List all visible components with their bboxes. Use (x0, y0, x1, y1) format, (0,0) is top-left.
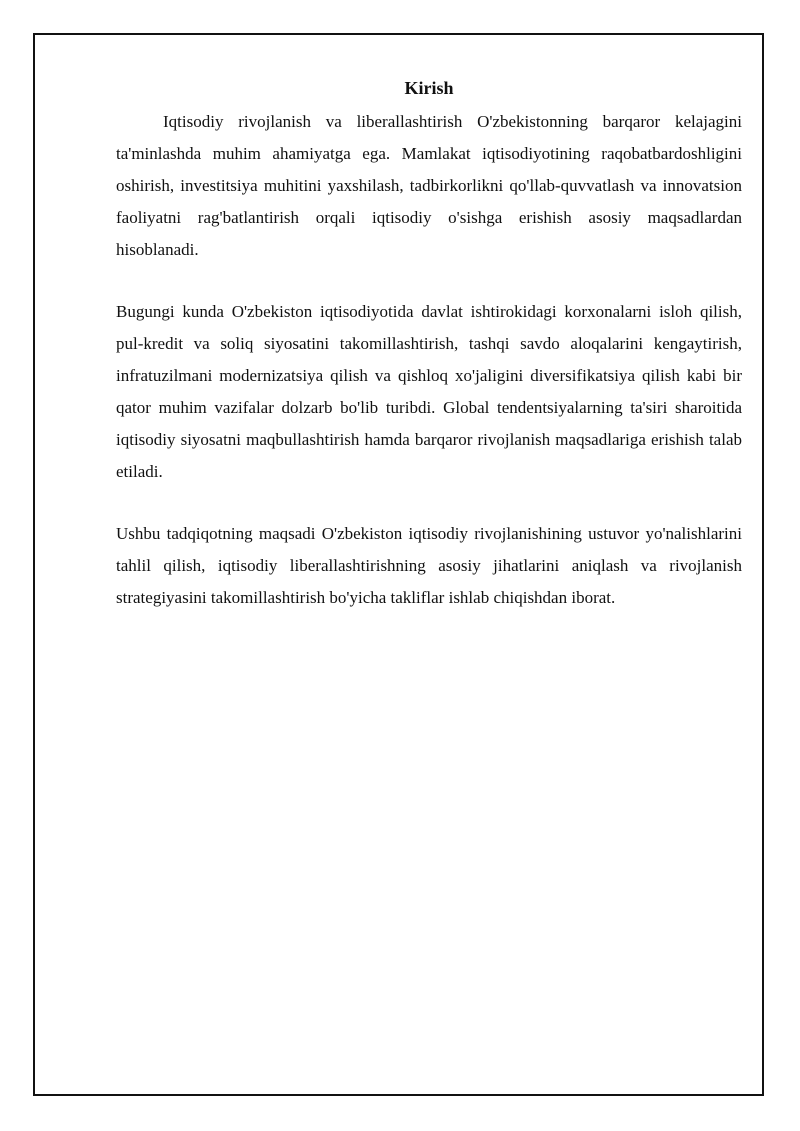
paragraph-gap (116, 488, 742, 518)
paragraph-research-goal: Ushbu tadqiqotning maqsadi O'zbekiston iqtisodiy rivojlanishining ustuvor yo'nalishlarini tahlil qilish, iqtisodiy liberallashtirishning asosiy jihatlarini aniqlash va rivojlanish strategiyasini takomillashtirish bo'yicha takliflar ishlab chiqishdan iborat. (116, 524, 742, 607)
page-title: Kirish (404, 78, 454, 98)
paragraph-current-state: Bugungi kunda O'zbekiston iqtisodiyotida davlat ishtirokidagi korxonalarni isloh qilish, pul-kredit va soliq siyosatini takomillashtirish, tashqi savdo aloqalarini kengaytirish, infratuzilmani modernizatsiya qilish va qishloq xo'jaligini diversifikatsiya qilish kabi bir qator muhim vazifalar dolzarb bo'lib turibdi. Global tendentsiyalarning ta'siri sharoitida iqtisodiy siyosatni maqbullashtirish hamda barqaror rivojlanish maqsadlariga erishish talab etiladi. (116, 302, 742, 481)
paragraph-gap (116, 266, 742, 296)
document-body (116, 76, 742, 614)
paragraph-intro: Iqtisodiy rivojlanish va liberallashtirish O'zbekistonning barqaror kelajagini ta'minlashda muhim ahamiyatga ega. Mamlakat iqtisodiyotining raqobatbardoshligini oshirish, investitsiya muhitini yaxshilash, tadbirkorlikni qo'llab-quvvatlash va innovatsion faoliyatni rag'batlantirish orqali iqtisodiy o'sishga erishish asosiy maqsadlardan hisoblanadi. (116, 112, 742, 259)
